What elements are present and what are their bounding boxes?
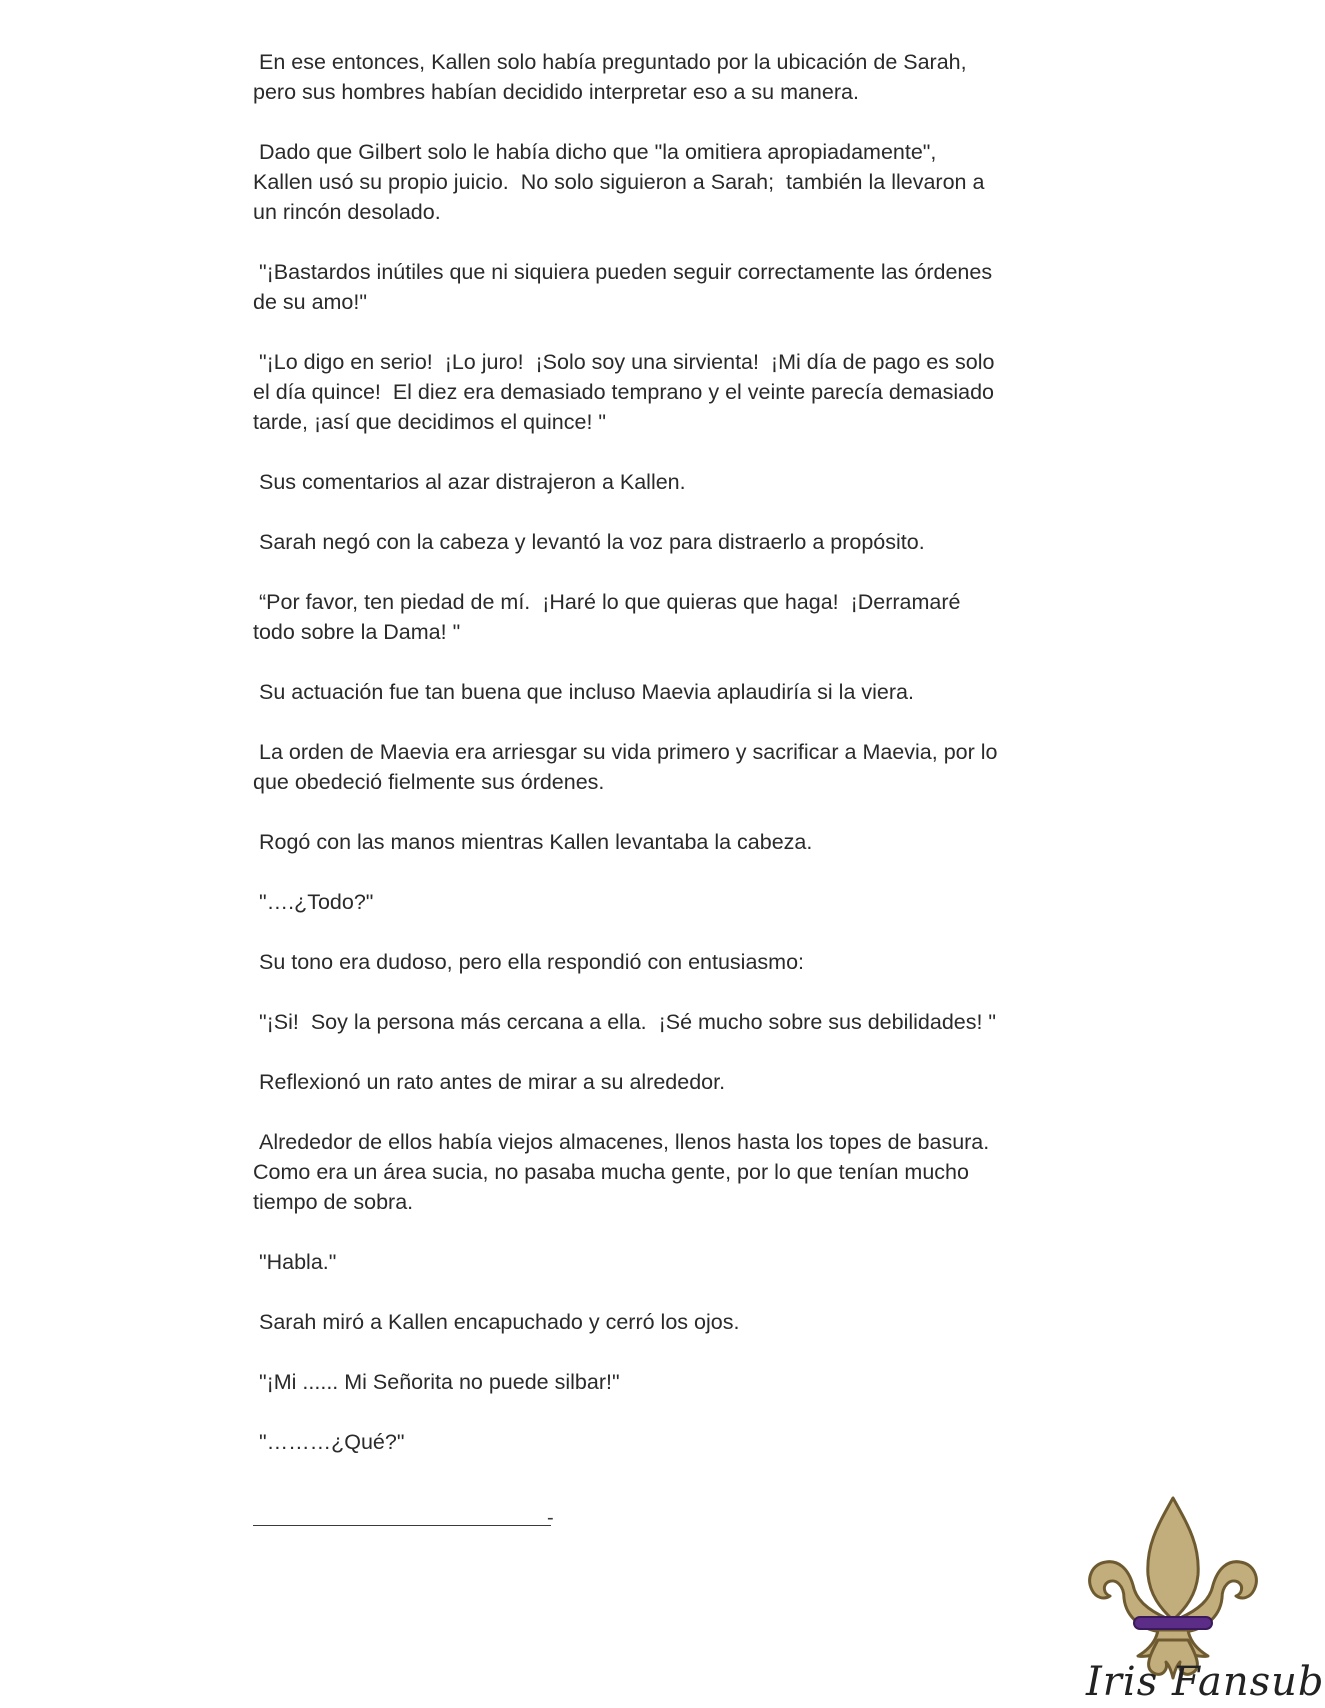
text-line: de su amo!" [253,290,367,314]
paragraph [253,677,1053,707]
text-line: Como era un área sucia, no pasaba mucha gente, por lo que tenían mucho [253,1160,969,1184]
document-body [253,47,1053,1487]
text-line: Su actuación fue tan buena que incluso Maevia aplaudiría si la viera. [253,680,914,704]
paragraph [253,827,1053,857]
paragraph [253,1307,1053,1337]
section-divider [253,1507,554,1529]
text-line: Kallen usó su propio juicio. No solo siguieron a Sarah; también la llevaron a [253,170,985,194]
text-line: tiempo de sobra. [253,1190,414,1214]
paragraph [253,1367,1053,1397]
paragraph [253,257,1053,317]
text-line: Alrededor de ellos había viejos almacenes, llenos hasta los topes de basura. [253,1130,990,1154]
text-line: que obedeció fielmente sus órdenes. [253,770,605,794]
paragraph [253,137,1053,227]
paragraph [253,527,1053,557]
paragraph [253,887,1053,917]
paragraph [253,467,1053,497]
text-line: Sus comentarios al azar distrajeron a Kallen. [253,470,686,494]
text-line: "Habla." [253,1250,337,1274]
text-line: "¡Bastardos inútiles que ni siquiera pueden seguir correctamente las órdenes [253,260,993,284]
divider-tail: - [547,1507,554,1529]
text-line: Su tono era dudoso, pero ella respondió con entusiasmo: [253,950,805,974]
paragraph [253,587,1053,647]
text-line: "………¿Qué?" [253,1430,405,1454]
text-line: pero sus hombres habían decidido interpretar eso a su manera. [253,80,859,104]
paragraph [253,737,1053,797]
text-line: Rogó con las manos mientras Kallen levantaba la cabeza. [253,830,813,854]
text-line: tarde, ¡así que decidimos el quince! " [253,410,607,434]
text-line: todo sobre la Dama! " [253,620,461,644]
paragraph [253,1067,1053,1097]
text-line: Sarah miró a Kallen encapuchado y cerró los ojos. [253,1310,740,1334]
text-line: "….¿Todo?" [253,890,374,914]
paragraph [253,947,1053,977]
paragraph [253,1427,1053,1457]
text-line: el día quince! El diez era demasiado temprano y el veinte parecía demasiado [253,380,994,404]
text-line: Reflexionó un rato antes de mirar a su alrededor. [253,1070,726,1094]
paragraph [253,1007,1053,1037]
text-line: “Por favor, ten piedad de mí. ¡Haré lo que quieras que haga! ¡Derramaré [253,590,961,614]
text-line: "¡Lo digo en serio! ¡Lo juro! ¡Solo soy una sirvienta! ¡Mi día de pago es solo [253,350,995,374]
paragraph [253,47,1053,107]
text-line: Dado que Gilbert solo le había dicho que "la omitiera apropiadamente", [253,140,937,164]
text-line: "¡Si! Soy la persona más cercana a ella. ¡Sé mucho sobre sus debilidades! " [253,1010,997,1034]
paragraph [253,1127,1053,1217]
text-line: un rincón desolado. [253,200,441,224]
text-line: La orden de Maevia era arriesgar su vida primero y sacrificar a Maevia, por lo [253,740,998,764]
paragraph [253,1247,1053,1277]
text-line: En ese entonces, Kallen solo había preguntado por la ubicación de Sarah, [253,50,967,74]
text-line: "¡Mi ...... Mi Señorita no puede silbar!" [253,1370,620,1394]
text-line: Sarah negó con la cabeza y levantó la voz para distraerlo a propósito. [253,530,925,554]
logo-text: Iris Fansub [1086,1659,1325,1705]
paragraph [253,347,1053,437]
